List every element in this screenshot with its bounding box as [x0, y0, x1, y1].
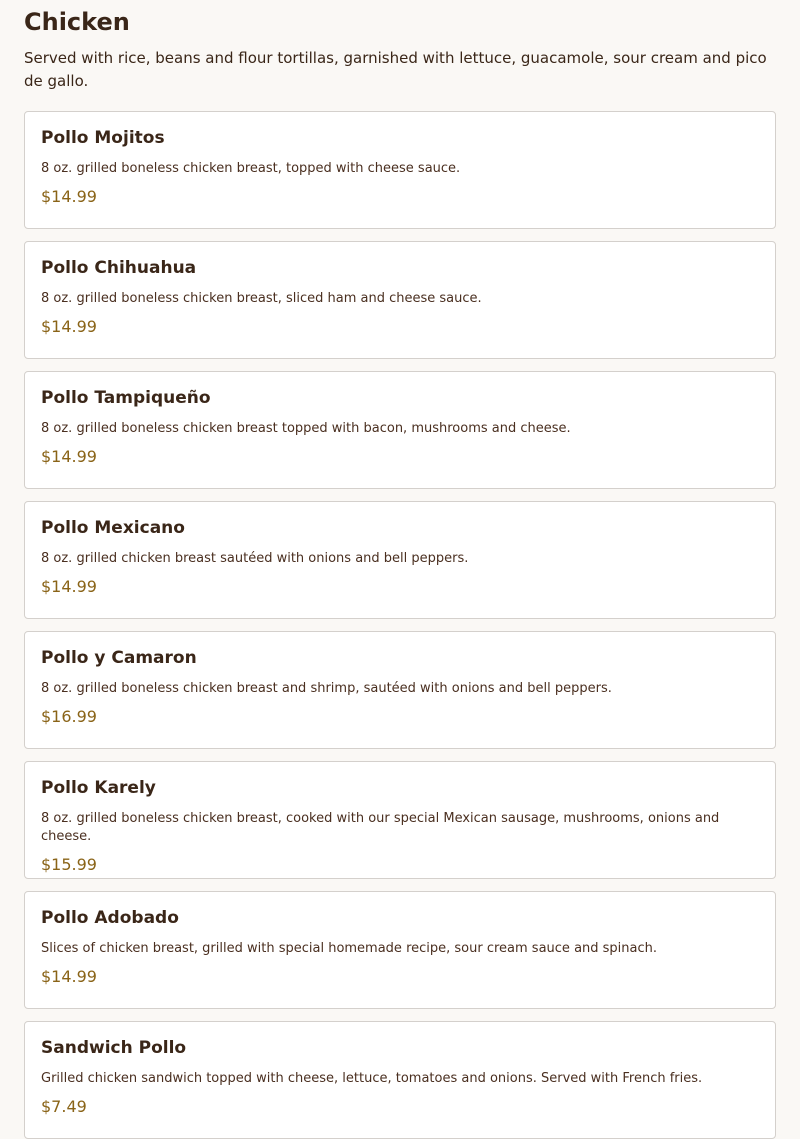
menu-item-price: $14.99 — [41, 187, 97, 206]
menu-item-name: Pollo Karely — [41, 778, 156, 798]
menu-item-price: $16.99 — [41, 707, 97, 726]
menu-item-card[interactable] — [24, 371, 776, 489]
menu-item-description: 8 oz. grilled chicken breast sautéed with onions and bell peppers. — [41, 551, 469, 566]
menu-item-card[interactable] — [24, 111, 776, 229]
menu-item-description: Slices of chicken breast, grilled with special homemade recipe, sour cream sauce and spinach. — [41, 941, 658, 956]
section-description: Served with rice, beans and flour tortillas, garnished with lettuce, guacamole, sour cream and pico de gallo. — [24, 49, 767, 90]
menu-item-name: Pollo Tampiqueño — [41, 388, 211, 408]
menu-item-name: Pollo y Camaron — [41, 648, 197, 668]
menu-item-description: 8 oz. grilled boneless chicken breast and shrimp, sautéed with onions and bell peppers. — [41, 681, 612, 696]
menu-item-name: Sandwich Pollo — [41, 1038, 187, 1058]
menu-item-card[interactable] — [24, 501, 776, 619]
section-title: Chicken — [24, 8, 130, 36]
menu-item-price: $14.99 — [41, 317, 97, 336]
menu-item-price: $15.99 — [41, 855, 97, 874]
menu-item-card[interactable] — [24, 761, 776, 879]
menu-item-price: $14.99 — [41, 967, 97, 986]
menu-item-description: 8 oz. grilled boneless chicken breast, sliced ham and cheese sauce. — [41, 291, 482, 306]
menu-item-price: $14.99 — [41, 447, 97, 466]
menu-item-card[interactable] — [24, 1021, 776, 1139]
menu-item-price: $7.49 — [41, 1097, 87, 1116]
menu-item-card[interactable] — [24, 631, 776, 749]
menu-item-card[interactable] — [24, 891, 776, 1009]
menu-item-list — [24, 111, 776, 1139]
menu-item-description: Grilled chicken sandwich topped with cheese, lettuce, tomatoes and onions. Served with French fries. — [41, 1071, 703, 1086]
menu-item-name: Pollo Chihuahua — [41, 258, 197, 278]
menu-item-name: Pollo Mexicano — [41, 518, 185, 538]
menu-item-description: 8 oz. grilled boneless chicken breast, cooked with our special Mexican sausage, mushrooms, onions and cheese. — [41, 811, 720, 844]
menu-item-name: Pollo Mojitos — [41, 128, 165, 148]
menu-item-description: 8 oz. grilled boneless chicken breast, topped with cheese sauce. — [41, 161, 461, 176]
menu-item-description: 8 oz. grilled boneless chicken breast topped with bacon, mushrooms and cheese. — [41, 421, 571, 436]
menu-item-card[interactable] — [24, 241, 776, 359]
menu-item-name: Pollo Adobado — [41, 908, 179, 928]
menu-item-price: $14.99 — [41, 577, 97, 596]
